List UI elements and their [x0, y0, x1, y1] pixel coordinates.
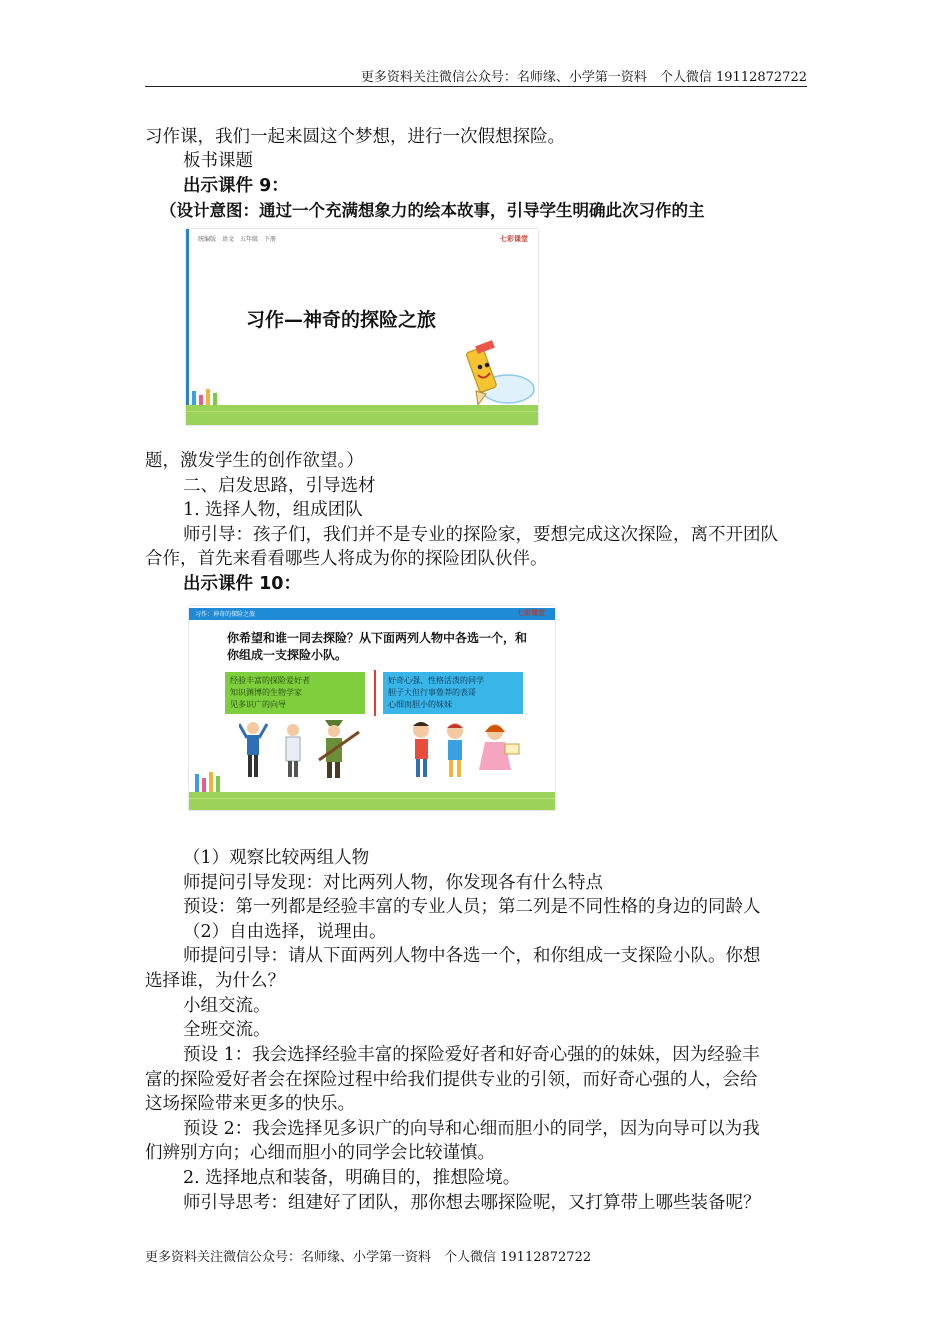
slide-logo: 七彩课堂	[500, 235, 528, 243]
character-item: 好奇心强、性格活泼的同学	[388, 676, 484, 685]
slide-grass	[186, 405, 538, 425]
character-item: 心细而胆小的妹妹	[388, 700, 452, 709]
body-line: 预设 1：我会选择经验丰富的探险爱好者和好奇心强的的妹妹，因为经验丰	[183, 1045, 760, 1065]
body-line: 合作，首先来看看哪些人将成为你的探险团队伙伴。	[145, 549, 548, 569]
character-item: 经验丰富的探险爱好者	[230, 676, 310, 685]
professionals-illustration-icon	[239, 718, 369, 780]
body-line: 选择谁，为什么？	[145, 971, 285, 991]
page-header: 更多资料关注微信公众号：名师缘、小学第一资料 个人微信 19112872722	[360, 70, 807, 85]
slide-logo: 七彩课堂	[517, 609, 545, 617]
body-line: 师引导思考：组建好了团队，那你想去哪探险呢，又打算带上哪些装备呢？	[183, 1193, 761, 1213]
character-item: 胆子大但行事鲁莽的表哥	[388, 688, 476, 697]
character-list-left	[225, 672, 365, 714]
rulers-icon	[193, 772, 227, 794]
design-intent: （设计意图：通过一个充满想象力的绘本故事，引导学生明确此次习作的主	[160, 201, 705, 220]
body-line: 预设：第一列都是经验丰富的专业人员；第二列是不同性格的身边的同龄人	[183, 897, 761, 917]
subsection-heading: 2. 选择地点和装备，明确目的，推想险境。	[183, 1168, 521, 1188]
header-rule	[145, 86, 807, 87]
courseware-heading: 出示课件 10：	[183, 574, 301, 594]
courseware-slide-10	[189, 606, 555, 810]
body-line: 师引导：孩子们，我们并不是专业的探险家，要想完成这次探险，离不开团队	[183, 525, 778, 545]
body-line: 富的探险爱好者会在探险过程中给我们提供专业的引领，而好奇心强的人，会给	[145, 1070, 758, 1090]
slide-question: 你希望和谁一同去探险？从下面两列人物中各选一个，和你组成一支探险小队。	[227, 631, 528, 662]
pencil-mascot-icon	[456, 339, 536, 409]
body-line: 题，激发学生的创作欲望。）	[145, 451, 364, 471]
body-line: 师提问引导发现：对比两列人物，你发现各有什么特点	[183, 873, 603, 893]
body-line: 师提问引导：请从下面两列人物中各选一个，和你组成一支探险小队。你想	[183, 946, 761, 966]
courseware-heading: 出示课件 9：	[183, 176, 289, 196]
slide-grass	[189, 792, 555, 810]
character-list-right	[383, 672, 523, 714]
page-footer: 更多资料关注微信公众号：名师缘、小学第一资料 个人微信 19112872722	[145, 1250, 592, 1265]
slide-topbar	[189, 608, 555, 620]
body-line: 这场探险带来更多的快乐。	[145, 1094, 355, 1114]
step-heading: （2）自由选择，说理由。	[183, 922, 387, 942]
subsection-heading: 1. 选择人物，组成团队	[183, 500, 363, 520]
step-heading: （1）观察比较两组人物	[183, 848, 370, 868]
slide-meta: 统编版 语文 五年级 下册	[198, 236, 277, 243]
body-line: 们辨别方向；心细而胆小的同学会比较谨慎。	[145, 1143, 495, 1163]
body-line: 全班交流。	[183, 1020, 271, 1040]
body-line: 习作课，我们一起来圆这个梦想，进行一次假想探险。	[145, 127, 565, 147]
slide-title: 习作—神奇的探险之旅	[245, 309, 436, 331]
slide-topbar-label: 习作：神奇的探险之旅	[195, 611, 256, 618]
section-heading: 二、启发思路，引导选材	[183, 476, 376, 496]
body-line: 小组交流。	[183, 996, 271, 1016]
list-divider	[374, 670, 376, 716]
character-item: 知识渊博的生物学家	[230, 688, 302, 697]
body-line: 预设 2：我会选择见多识广的向导和心细而胆小的同学，因为向导可以为我	[183, 1119, 760, 1139]
body-line: 板书课题	[183, 151, 253, 171]
peers-illustration-icon	[407, 718, 527, 780]
character-item: 见多识广的向导	[230, 700, 286, 709]
courseware-slide-9	[186, 229, 538, 425]
